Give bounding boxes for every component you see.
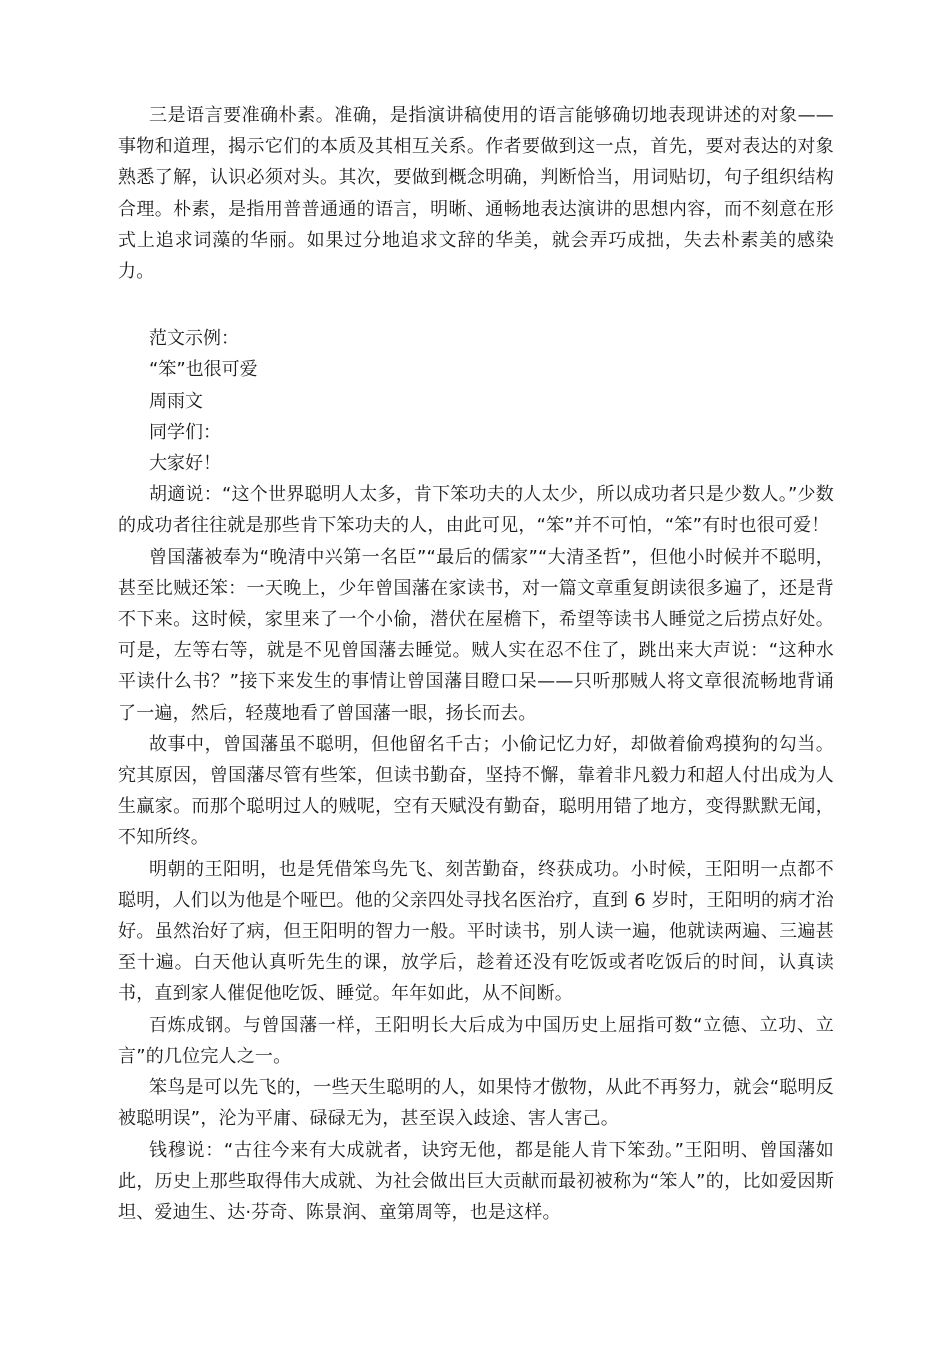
salutation: 同学们： (149, 421, 221, 443)
intro-paragraph: 三是语言要准确朴素。准确，是指演讲稿使用的语言能够确切地表现讲述的对象——事物和道理，揭示它们的本质及其相互关系。作者要做到这一点，首先，要对表达的对象熟悉了解，认识必须对头。其次，要做到概念明确，判断恰当，用词贴切，句子组织结构合理。朴素，是指用普普通通的语言，明晰、通畅地表达演讲的思想内容，而不刻意在形式上追求词藻的华丽。如果过分地追求文辞的华美，就会弄巧成拙，失去朴素美的感染力。 (118, 105, 834, 283)
example-label: 范文示例： (149, 328, 239, 350)
body-paragraph-2: 曾国藩被奉为“晚清中兴第一名臣”“最后的儒家”“大清圣哲”，但他小时候并不聪明，甚至比贼还笨：一天晚上，少年曾国藩在家读书，对一篇文章重复朗读很多遍了，还是背不下来。这时候，家里来了一个小偷，潜伏在屋檐下，希望等读书人睡觉之后捞点好处。可是，左等右等，就是不见曾国藩去睡觉。贼人实在忍不住了，跳出来大声说：“这种水平读什么书？”接下来发生的事情让曾国藩目瞪口呆——只听那贼人将文章很流畅地背诵了一遍，然后，轻蔑地看了曾国藩一眼，扬长而去。 (118, 546, 834, 724)
body-paragraph-3: 故事中，曾国藩虽不聪明，但他留名千古；小偷记忆力好，却做着偷鸡摸狗的勾当。究其原因，曾国藩尽管有些笨，但读书勤奋，坚持不懈，靠着非凡毅力和超人付出成为人生赢家。而那个聪明过人的贼呢，空有天赋没有勤奋，聪明用错了地方，变得默默无闻，不知所终。 (118, 733, 834, 849)
body-paragraph-5: 百炼成钢。与曾国藩一样，王阳明长大后成为中国历史上屈指可数“立德、立功、立言”的几位完人之一。 (118, 1014, 834, 1067)
essay-title: “笨”也很可爱 (149, 359, 258, 381)
essay-author: 周雨文 (149, 390, 203, 412)
body-paragraph-1: 胡適说：“这个世界聪明人太多，肯下笨功夫的人太少，所以成功者只是少数人。”少数的成功者往往就是那些肯下笨功夫的人，由此可见，“笨”并不可怕，“笨”有时也很可爱！ (118, 484, 834, 537)
body-paragraph-4: 明朝的王阳明，也是凭借笨鸟先飞、刻苦勤奋，终获成功。小时候，王阳明一点都不聪明，人们以为他是个哑巴。他的父亲四处寻找名医治疗，直到 6 岁时，王阳明的病才治好。虽然治好了病，但王阳明的智力一般。平时读书，别人读一遍，他就读两遍、三遍甚至十遍。白天他认真听先生的课，放学后，趁着还没有吃饭或者吃饭后的时间，认真读书，直到家人催促他吃饭、睡觉。年年如此，从不间断。 (118, 858, 834, 1005)
body-paragraph-7: 钱穆说：“古往今来有大成就者，诀窍无他，都是能人肯下笨劲。”王阳明、曾国藩如此，历史上那些取得伟大成就、为社会做出巨大贡献而最初被称为“笨人”的，比如爱因斯坦、爱迪生、达·芬奇、陈景润、童第周等，也是这样。 (118, 1139, 834, 1223)
body-paragraph-6: 笨鸟是可以先飞的，一些天生聪明的人，如果恃才傲物，从此不再努力，就会“聪明反被聪明误”，沦为平庸、碌碌无为，甚至误入歧途、害人害己。 (118, 1077, 834, 1130)
paragraph-gap (118, 287, 834, 323)
greeting: 大家好！ (149, 453, 221, 475)
document-page (118, 100, 834, 1228)
